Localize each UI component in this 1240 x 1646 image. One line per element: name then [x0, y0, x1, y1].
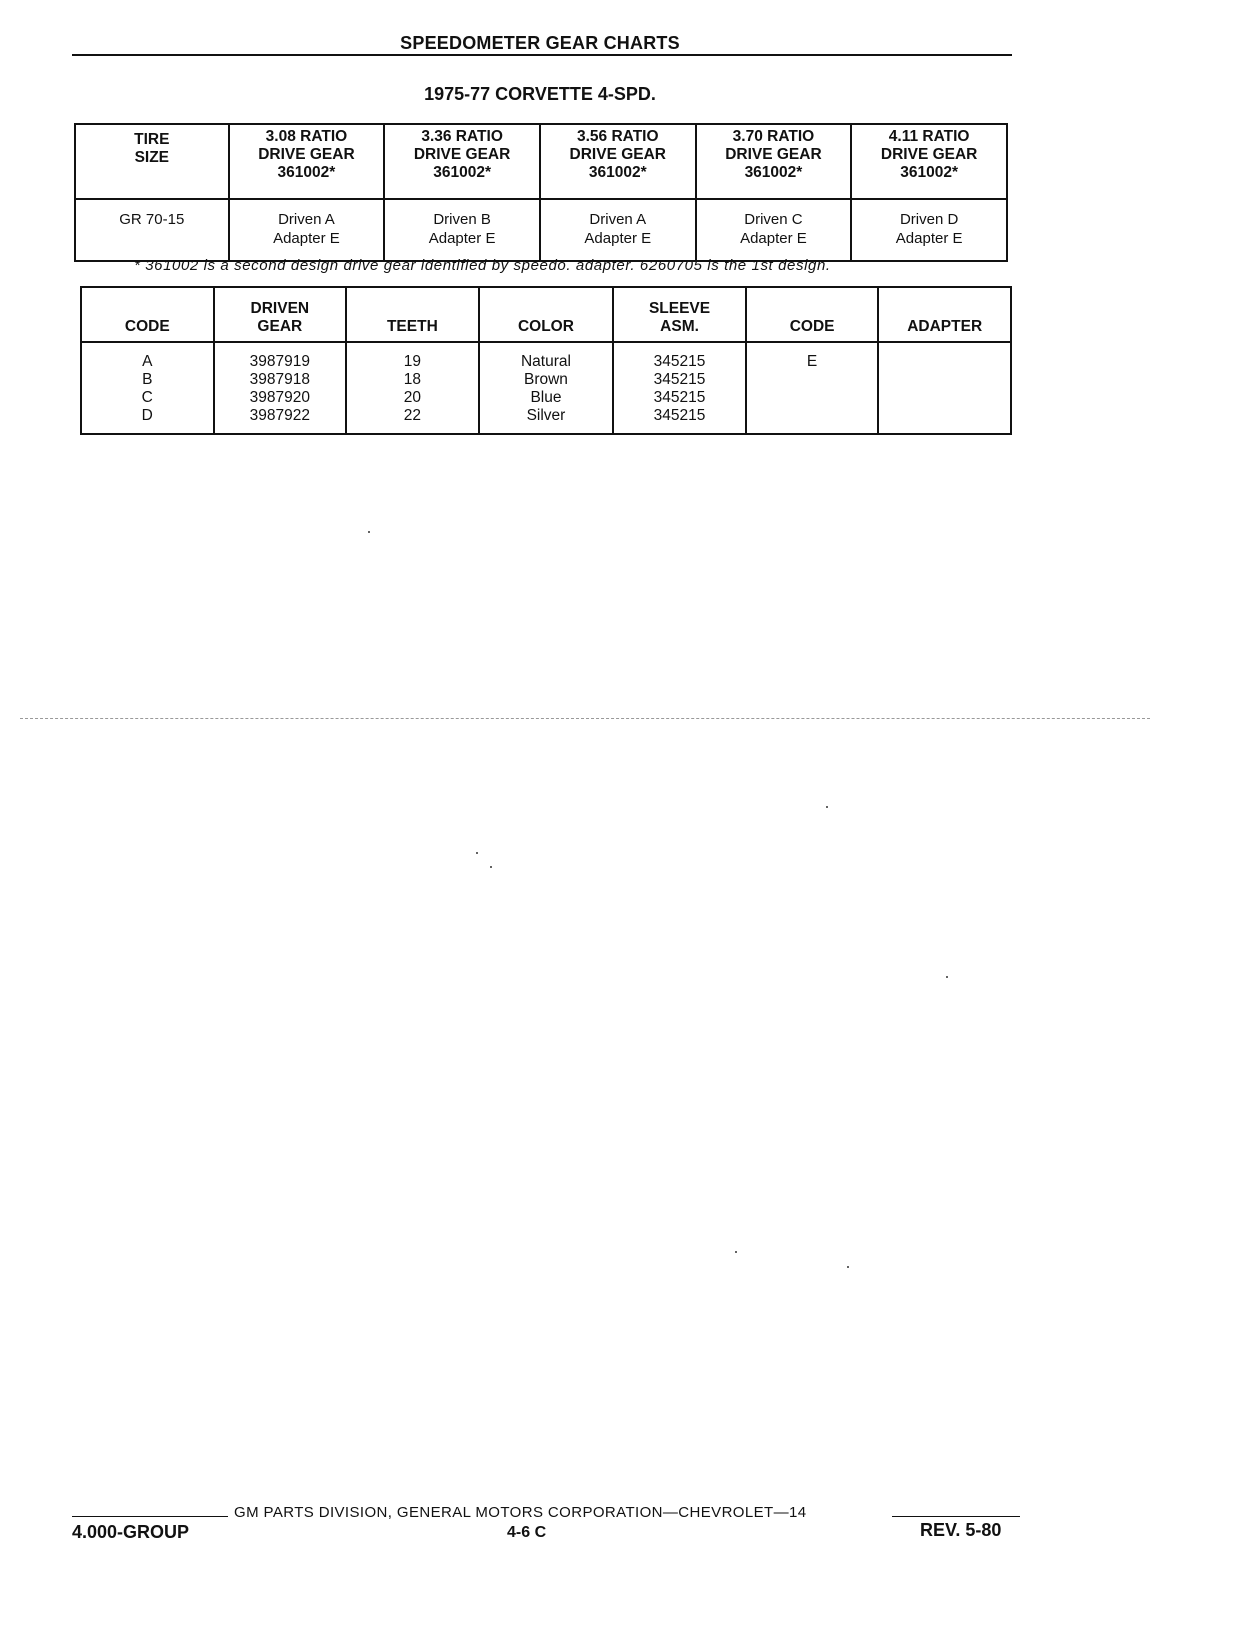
- header-line: 361002*: [588, 164, 647, 181]
- ratio-table: [74, 123, 1008, 262]
- color-value: Blue: [530, 389, 562, 406]
- code-value: C: [141, 389, 153, 406]
- footer-rule-left: [72, 1516, 228, 1517]
- teeth-value: 19: [403, 353, 421, 370]
- page-title: SPEEDOMETER GEAR CHARTS: [400, 33, 680, 53]
- footer-group: 4.000-GROUP: [72, 1522, 190, 1542]
- header-line: SIZE: [134, 149, 170, 166]
- header-line: TIRE: [134, 131, 170, 148]
- driven-label: Driven A: [278, 211, 335, 228]
- scan-fold-line: [20, 718, 1150, 719]
- title-rule: [72, 54, 1012, 56]
- driven-gear-value: 3987918: [249, 371, 310, 388]
- code-value: D: [141, 407, 153, 424]
- header-adapter-code: [746, 287, 879, 342]
- adapter-label: Adapter E: [428, 230, 496, 247]
- header-tire-size: [75, 124, 229, 199]
- sleeve-asm-cell: [613, 342, 746, 434]
- scan-speck: [490, 866, 492, 868]
- header-line: DRIVE GEAR: [725, 146, 822, 163]
- driven-label: Driven C: [744, 211, 803, 228]
- header-line: 3.08 RATIO: [265, 128, 348, 145]
- codes-cell: [81, 342, 214, 434]
- sleeve-asm-value: 345215: [653, 353, 706, 370]
- scan-speck: [368, 531, 370, 533]
- header-driven-gear: [214, 287, 347, 342]
- driven-gear-value: 3987922: [249, 407, 310, 424]
- header-ratio-336: [384, 124, 540, 199]
- scan-speck: [946, 976, 948, 978]
- adapter-label: Adapter E: [895, 230, 963, 247]
- footer-revision: REV. 5-80: [920, 1520, 1002, 1540]
- color-value: Natural: [520, 353, 571, 370]
- header-line: TEETH: [386, 318, 438, 335]
- header-line: 361002*: [277, 164, 336, 181]
- code-table-body-row: [81, 342, 1011, 434]
- colors-cell: [479, 342, 614, 434]
- ratio-table-header-row: [75, 124, 1007, 199]
- header-ratio-308: [229, 124, 385, 199]
- driven-label: Driven A: [589, 211, 647, 228]
- tire-size: GR 70-15: [119, 211, 185, 228]
- driven-label: Driven B: [433, 211, 491, 228]
- header-line: DRIVEN: [250, 300, 310, 317]
- driven-gear-value: 3987920: [249, 389, 310, 406]
- adapter-label: Adapter E: [273, 230, 340, 247]
- header-line: 3.70 RATIO: [732, 128, 815, 145]
- footer-page-number: 4-6 C: [507, 1524, 547, 1541]
- header-line: DRIVE GEAR: [413, 146, 511, 163]
- header-line: DRIVE GEAR: [880, 146, 978, 163]
- footer-rule-right: [892, 1516, 1020, 1517]
- header-line: GEAR: [257, 318, 303, 335]
- code-value: A: [142, 353, 153, 370]
- ratio-cell: [384, 199, 540, 261]
- header-ratio-356: [540, 124, 696, 199]
- adapter-value: [883, 353, 1006, 371]
- code-value: B: [142, 371, 153, 388]
- sleeve-asm-value: 345215: [653, 407, 706, 424]
- header-line: CODE: [789, 318, 835, 335]
- code-table-header-row: [81, 287, 1011, 342]
- header-line: DRIVE GEAR: [258, 146, 355, 163]
- header-line: CODE: [124, 318, 170, 335]
- footer-line: [72, 1504, 1020, 1524]
- teeth-value: 20: [403, 389, 421, 406]
- header-adapter: [878, 287, 1011, 342]
- color-value: Brown: [523, 371, 568, 388]
- header-line: 3.36 RATIO: [421, 128, 503, 145]
- teeth-value: 18: [403, 371, 421, 388]
- teeth-value: 22: [403, 407, 421, 424]
- header-ratio-370: [696, 124, 852, 199]
- scan-speck: [847, 1266, 849, 1268]
- header-line: ADAPTER: [907, 318, 983, 335]
- footer-publisher: GM PARTS DIVISION, GENERAL MOTORS CORPORATION—CHEVROLET—14: [234, 1504, 807, 1521]
- adapter-code-cell: [746, 342, 879, 434]
- ratio-cell: [696, 199, 852, 261]
- header-ratio-411: [851, 124, 1007, 199]
- driven-gear-value: 3987919: [249, 353, 310, 370]
- header-line: DRIVE GEAR: [569, 146, 666, 163]
- header-line: 361002*: [744, 164, 803, 181]
- sleeve-asm-value: 345215: [653, 371, 706, 388]
- adapter-label: Adapter E: [740, 230, 807, 247]
- header-line: SLEEVE: [648, 300, 711, 317]
- adapter-label: Adapter E: [584, 230, 652, 247]
- footnote: * 361002 is a second design drive gear identified by speedo. adapter. 6260705 is the 1st design.: [134, 257, 831, 274]
- header-teeth: [346, 287, 479, 342]
- sleeve-asm-value: 345215: [653, 389, 706, 406]
- header-sleeve-asm: [613, 287, 746, 342]
- ratio-cell: [229, 199, 385, 261]
- driven-label: Driven D: [899, 211, 959, 228]
- tire-size-cell: [75, 199, 229, 261]
- header-line: 3.56 RATIO: [577, 128, 659, 145]
- header-code: [81, 287, 214, 342]
- header-line: 4.11 RATIO: [888, 128, 970, 145]
- ratio-table-row: [75, 199, 1007, 261]
- driven-gears-cell: [214, 342, 347, 434]
- teeth-cell: [346, 342, 479, 434]
- header-line: COLOR: [517, 318, 574, 335]
- scan-speck: [476, 852, 478, 854]
- ratio-cell: [540, 199, 696, 261]
- header-line: ASM.: [660, 318, 699, 335]
- header-color: [479, 287, 614, 342]
- page-subtitle: 1975-77 CORVETTE 4-SPD.: [424, 84, 656, 104]
- scan-speck: [826, 806, 828, 808]
- adapter-code-value: E: [806, 353, 818, 370]
- color-value: Silver: [526, 407, 566, 424]
- adapter-cell: [878, 342, 1011, 434]
- header-line: 361002*: [900, 164, 959, 181]
- code-table: [80, 286, 1012, 435]
- ratio-cell: [851, 199, 1007, 261]
- header-line: 361002*: [433, 164, 491, 181]
- scan-speck: [735, 1251, 737, 1253]
